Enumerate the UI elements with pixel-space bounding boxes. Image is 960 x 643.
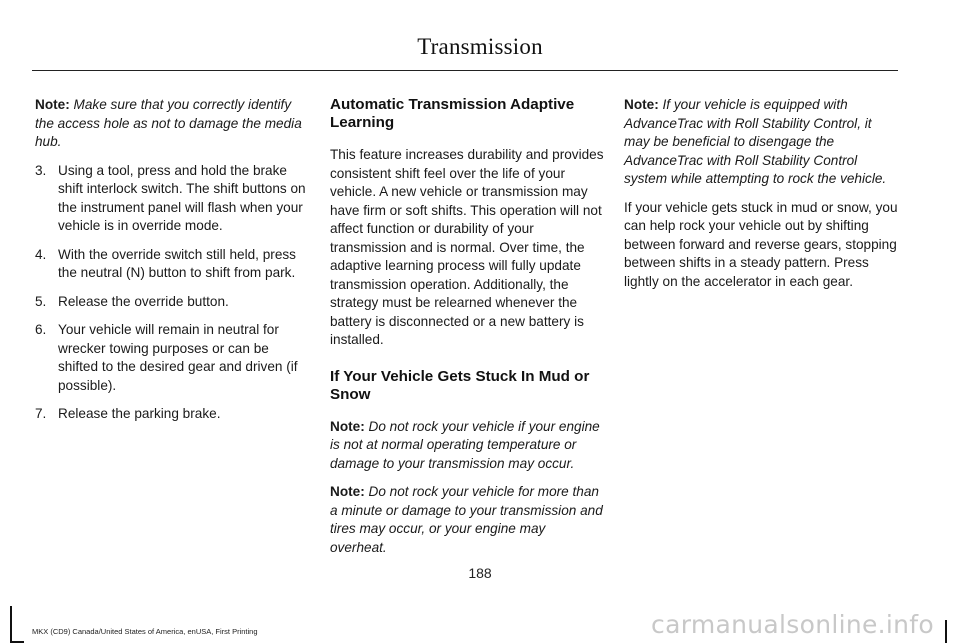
section-heading-stuck-in-mud: If Your Vehicle Gets Stuck In Mud or Snow <box>330 367 590 403</box>
page-title: Transmission <box>417 34 543 59</box>
column-left <box>35 96 310 434</box>
list-item <box>35 293 310 312</box>
step-text: Release the parking brake. <box>58 406 221 421</box>
note-text: If your vehicle is equipped with AdvanceTrac with Roll Stability Control, it may be beneficial to disengage the AdvanceTrac with Roll Stability Control system while attempting to rock the vehicle. <box>624 97 887 186</box>
note-text: Do not rock your vehicle for more than a minute or damage to your transmission and tires may occur, or your engine may overheat. <box>330 484 603 555</box>
list-item <box>35 321 310 395</box>
list-item <box>35 405 310 424</box>
page-number: 188 <box>468 565 492 581</box>
step-text: With the override switch still held, press the neutral (N) button to shift from park. <box>58 246 296 280</box>
step-number: 5. <box>35 293 47 309</box>
step-number: 6. <box>35 322 47 337</box>
step-number: 7. <box>35 406 47 421</box>
note-text: Make sure that you correctly identify the access hole as not to damage the media hub. <box>35 97 302 149</box>
note-paragraph <box>330 483 605 557</box>
edition-footer: MKX (CD9) Canada/United States of America, enUSA, First Printing <box>32 627 258 636</box>
crop-mark <box>10 606 12 643</box>
list-item <box>35 246 310 283</box>
note-label: Note: <box>330 418 365 434</box>
note-label: Note: <box>330 484 365 499</box>
section-heading-adaptive-learning: Automatic Transmission Adaptive Learning <box>330 96 575 131</box>
list-item <box>35 162 310 236</box>
column-right <box>624 96 899 301</box>
note-label: Note: <box>35 97 70 112</box>
step-number: 3. <box>35 162 47 178</box>
step-text: Release the override button. <box>58 293 229 309</box>
step-number: 4. <box>35 246 47 262</box>
note-label: Note: <box>624 97 659 112</box>
body-paragraph: This feature increases durability and provides consistent shift feel over the life of your vehicle. A new vehicle or transmission may have firm or soft shifts. This operation will not affect function or durability of your transmission and is normal. Over time, the adaptive learning process will fully update transmission operation. Additionally, the strategy must be relearned whenever the battery is disconnected or a new battery is installed. <box>330 147 604 347</box>
header-divider <box>32 70 898 71</box>
note-text: Do not rock your vehicle if your engine is not at normal operating temperature or damage to your transmission may occur. <box>330 418 600 471</box>
step-text: Using a tool, press and hold the brake shift interlock switch. The shift buttons on the instrument panel will flash when your vehicle is in override mode. <box>58 162 306 233</box>
note-paragraph <box>35 96 310 152</box>
step-text: Your vehicle will remain in neutral for wrecker towing purposes or can be shifted to the desired gear and driven (if possible). <box>58 322 298 393</box>
body-paragraph: If your vehicle gets stuck in mud or snow, you can help rock your vehicle out by shifting between forward and reverse gears, stopping between shifts in a steady pattern. Press lightly on the accelerator in each gear. <box>624 199 898 289</box>
crop-mark <box>10 641 24 643</box>
watermark-text: carmanualsonline.info <box>651 610 934 639</box>
note-paragraph <box>330 418 605 474</box>
steps-list <box>35 162 310 424</box>
note-paragraph <box>624 96 899 189</box>
column-middle <box>330 96 605 567</box>
crop-mark <box>945 620 947 643</box>
